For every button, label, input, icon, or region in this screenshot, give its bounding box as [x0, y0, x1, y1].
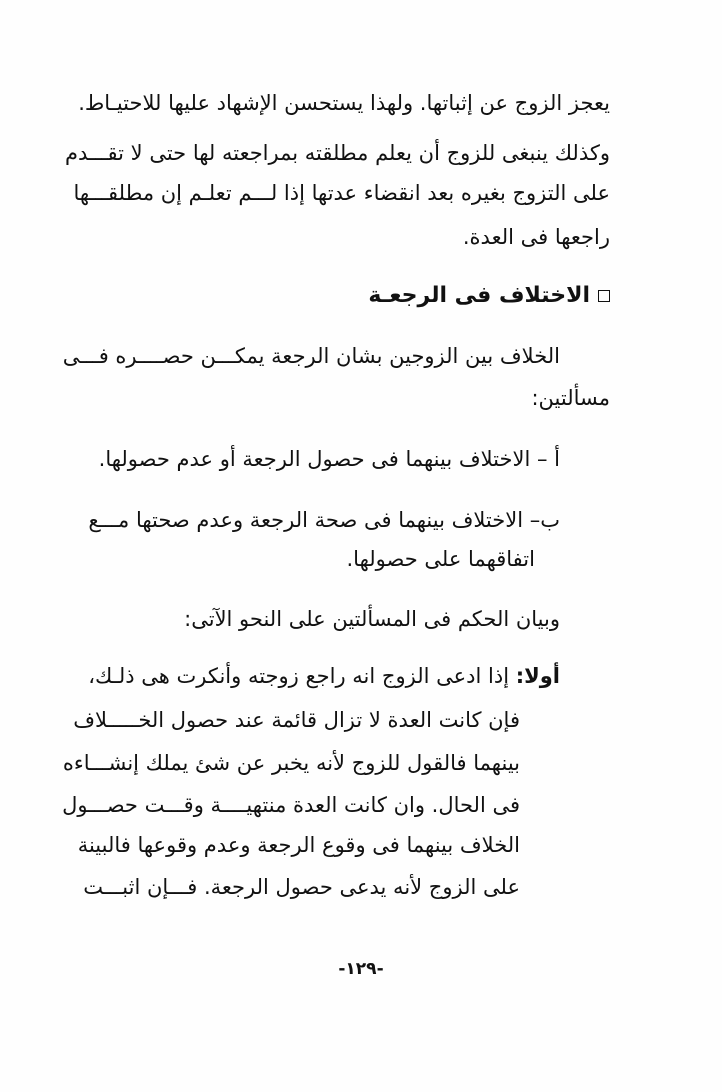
- page-number: -١٢٩-: [338, 959, 384, 979]
- section-heading: [368, 281, 610, 311]
- paragraph-line: على الزوج لأنه يدعى حصول الرجعة. فـــإن اثبـــت: [83, 875, 520, 899]
- paragraph-line: بينهما فالقول للزوج لأنه يخبر عن شئ يملك إنشـــاءه: [62, 751, 520, 775]
- paragraph-line: الخلاف بينهما فى وقوع الرجعة وعدم وقوعها فالبينة: [77, 833, 520, 857]
- point-label: أولا:: [515, 664, 560, 688]
- heading-text: الاختلاف فى الرجعـة: [368, 283, 590, 308]
- list-item: ب– الاختلاف بينهما فى صحة الرجعة وعدم صحتها مـــع: [88, 508, 560, 532]
- paragraph-line: مسألتين:: [531, 386, 610, 410]
- square-bullet-icon: [598, 290, 610, 302]
- paragraph-line: على التزوج بغيره بعد انقضاء عدتها إذا لـــم تعلـم إن مطلقـــها: [73, 181, 610, 205]
- paragraph-line: فى الحال. وان كانت العدة منتهيــــة وقـــت حصـــول: [62, 793, 520, 817]
- paragraph-line: وكذلك ينبغى للزوج أن يعلم مطلقته بمراجعته لها حتى لا تقـــدم: [65, 141, 610, 165]
- paragraph-line: وبيان الحكم فى المسألتين على النحو الآتى:: [184, 607, 560, 631]
- list-item-continuation: اتفاقهما على حصولها.: [346, 547, 535, 571]
- paragraph-line: راجعها فى العدة.: [462, 225, 610, 249]
- list-item: أ – الاختلاف بينهما فى حصول الرجعة أو عدم حصولها.: [98, 447, 560, 471]
- point-text: إذا ادعى الزوج انه راجع زوجته وأنكرت هى ذلـك،: [88, 664, 516, 688]
- paragraph-line: الخلاف بين الزوجين بشان الرجعة يمكـــن حصــــره فـــى: [62, 344, 560, 368]
- paragraph-line: يعجز الزوج عن إثباتها. ولهذا يستحسن الإشهاد عليها للاحتيـاط.: [78, 91, 610, 115]
- numbered-point: [88, 661, 560, 691]
- paragraph-line: فإن كانت العدة لا تزال قائمة عند حصول الخـــــلاف: [73, 708, 520, 732]
